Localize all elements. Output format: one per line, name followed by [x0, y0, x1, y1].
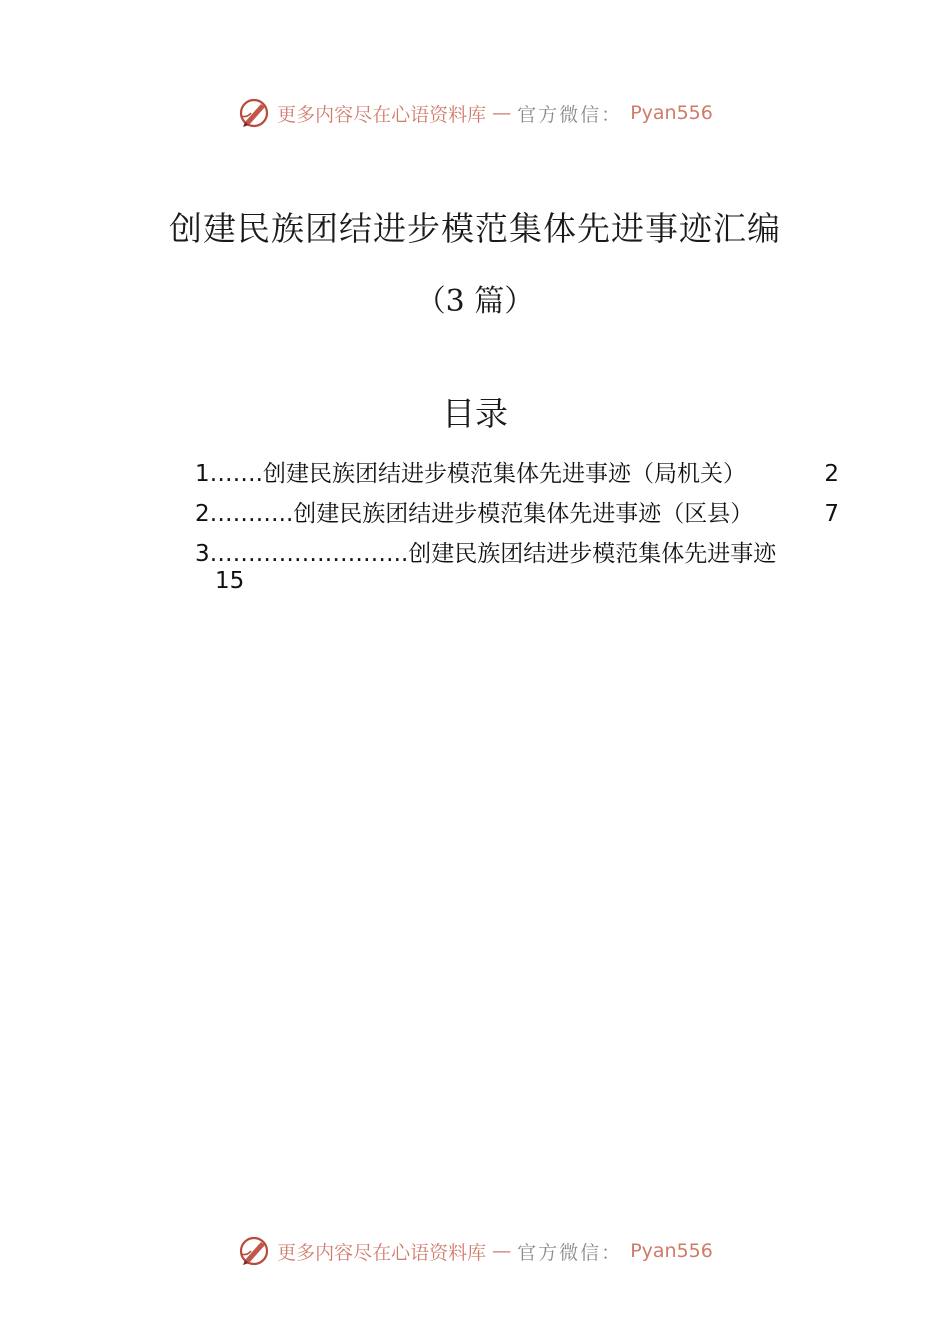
toc-entry-page: 15: [215, 568, 245, 594]
banner-wechat-label: 官方微信：: [517, 1241, 623, 1264]
toc-entry-1[interactable]: [195, 456, 845, 496]
toc-entry-page: 2: [824, 461, 839, 487]
footer-banner: [0, 1231, 950, 1271]
header-banner: [0, 93, 950, 133]
toc-entry-2[interactable]: [195, 496, 845, 536]
pen-logo-icon: [237, 1234, 271, 1268]
toc-entry-text: 创建民族团结进步模范集体先进事迹（局机关）: [262, 461, 746, 487]
toc-entry-3-line: [195, 536, 845, 566]
document-subtitle: （3 篇）: [415, 284, 535, 319]
toc-entry-text: 创建民族团结进步模范集体先进事迹: [408, 541, 777, 567]
toc-entry-text: 创建民族团结进步模范集体先进事迹（区县）: [293, 501, 754, 527]
toc-entry-number: 1: [195, 461, 210, 487]
toc-entry-leader: ……………………..: [209, 541, 409, 567]
banner-text: 更多内容尽在心语资料库: [277, 103, 487, 126]
toc-entry-3[interactable]: [195, 536, 845, 600]
banner-separator: —: [492, 1240, 512, 1262]
banner-text: 更多内容尽在心语资料库: [277, 1241, 487, 1264]
banner-separator: —: [492, 102, 512, 124]
document-title: 创建民族团结进步模范集体先进事迹汇编: [169, 209, 781, 248]
banner-content: [237, 96, 713, 130]
toc-entry-number: 3: [195, 541, 210, 567]
toc-entry-leader: …….: [209, 461, 263, 487]
toc-heading: 目录: [442, 394, 508, 433]
table-of-contents: [195, 456, 845, 600]
banner-wechat-id: Pyan556: [630, 1240, 713, 1262]
toc-entry-leader: ………..: [209, 501, 294, 527]
banner-wechat-id: Pyan556: [630, 102, 713, 124]
toc-entry-page: 7: [824, 501, 839, 527]
pen-logo-icon: [237, 96, 271, 130]
toc-entry-number: 2: [195, 501, 210, 527]
banner-wechat-label: 官方微信：: [517, 103, 623, 126]
banner-content: [237, 1234, 713, 1268]
toc-entry-3-page-line: [195, 566, 845, 600]
